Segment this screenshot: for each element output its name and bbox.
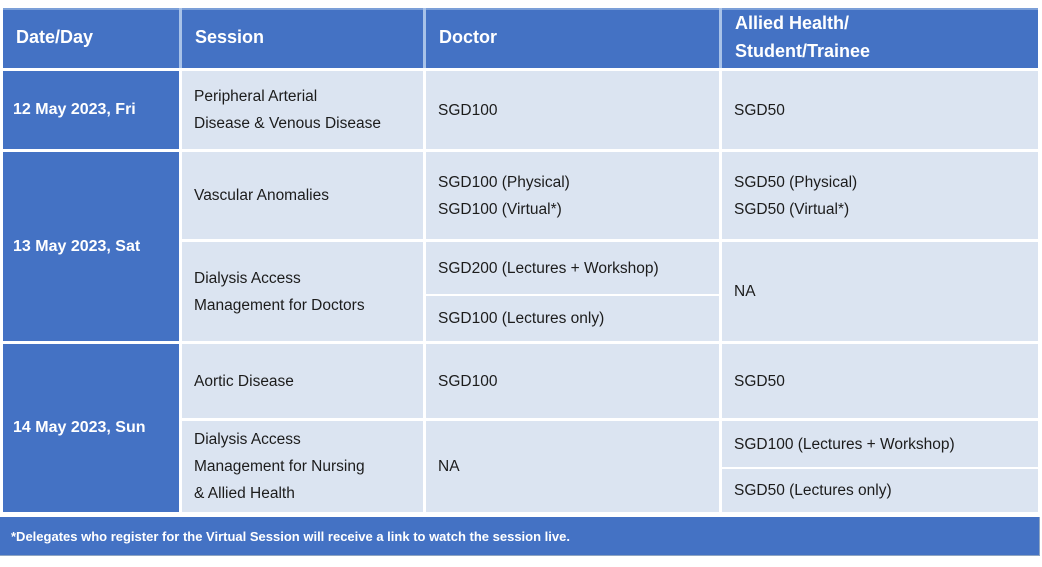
date-cell-14-may [3, 344, 179, 512]
header-cell-session [182, 8, 423, 68]
price-subcell-lectures-workshop [426, 242, 719, 294]
price-line: SGD50 [734, 101, 785, 119]
price-line: SGD100 (Physical) [438, 173, 570, 191]
price-subcell-lectures-only [426, 294, 719, 341]
price-line: SGD50 (Virtual*) [734, 200, 850, 218]
header-label: Date/Day [16, 27, 94, 48]
date-label: 13 May 2023, Sat [13, 237, 141, 255]
header-line: Student/Trainee [735, 41, 871, 61]
cell-line: Management for Nursing [194, 458, 365, 475]
price-line: NA [438, 458, 460, 475]
cell-line: Aortic Disease [194, 372, 294, 390]
session-cell-vascular-anomalies [182, 152, 423, 239]
header-divider [423, 8, 426, 68]
date-cell-13-may [3, 152, 179, 341]
session-cell-dialysis-nursing [182, 421, 423, 512]
cell-line: Disease & Venous Disease [194, 115, 381, 132]
price-line: SGD100 (Lectures only) [438, 310, 605, 327]
price-line: SGD200 (Lectures + Workshop) [438, 259, 659, 277]
header-line: Allied Health/ [735, 13, 850, 34]
price-line: SGD100 (Lectures + Workshop) [734, 435, 955, 453]
header-label: Doctor [439, 27, 497, 48]
price-line: SGD100 [438, 372, 498, 390]
price-line: SGD50 (Lectures only) [734, 482, 892, 499]
pricing-table [3, 8, 1038, 512]
header-cell-date-day [3, 8, 179, 68]
price-line: SGD100 (Virtual*) [438, 200, 562, 218]
price-cell-allied-dialysis [722, 242, 1038, 341]
header-cell-allied-health [722, 8, 1038, 68]
price-cell-allied-peripheral [722, 71, 1038, 149]
session-cell-peripheral-arterial [182, 71, 423, 149]
date-label: 14 May 2023, Sun [13, 419, 146, 436]
price-cell-doctor-peripheral [426, 71, 719, 149]
cell-line: & Allied Health [194, 485, 295, 502]
header-divider [179, 8, 182, 68]
price-cell-doctor-vascular [426, 152, 719, 239]
header-label [735, 10, 870, 66]
cell-line: Dialysis Access [194, 431, 301, 448]
session-cell-aortic-disease [182, 344, 423, 418]
footnote-bar [0, 517, 1040, 556]
date-cell-12-may [3, 71, 179, 149]
price-subcell-lectures-only [722, 467, 1038, 512]
price-cell-allied-vascular [722, 152, 1038, 239]
header-divider [719, 8, 722, 68]
price-cell-doctor-dialysis [426, 242, 719, 341]
date-label: 12 May 2023, Fri [13, 101, 136, 118]
cell-line: Management for Doctors [194, 296, 365, 314]
price-cell-doctor-nursing [426, 421, 719, 512]
price-line: SGD50 (Physical) [734, 173, 858, 191]
price-line: NA [734, 283, 756, 300]
cell-line: Dialysis Access [194, 269, 301, 287]
price-cell-doctor-aortic [426, 344, 719, 418]
price-line: SGD50 [734, 372, 785, 390]
cell-line: Peripheral Arterial [194, 88, 318, 105]
cell-line: Vascular Anomalies [194, 187, 329, 204]
session-cell-dialysis-doctors [182, 242, 423, 341]
header-cell-doctor [426, 8, 719, 68]
price-line: SGD100 [438, 101, 498, 119]
price-cell-allied-nursing [722, 421, 1038, 512]
price-subcell-lectures-workshop [722, 421, 1038, 467]
footnote-text: *Delegates who register for the Virtual Session will receive a link to watch the session live. [11, 528, 570, 544]
price-cell-allied-aortic [722, 344, 1038, 418]
header-label: Session [195, 27, 265, 48]
